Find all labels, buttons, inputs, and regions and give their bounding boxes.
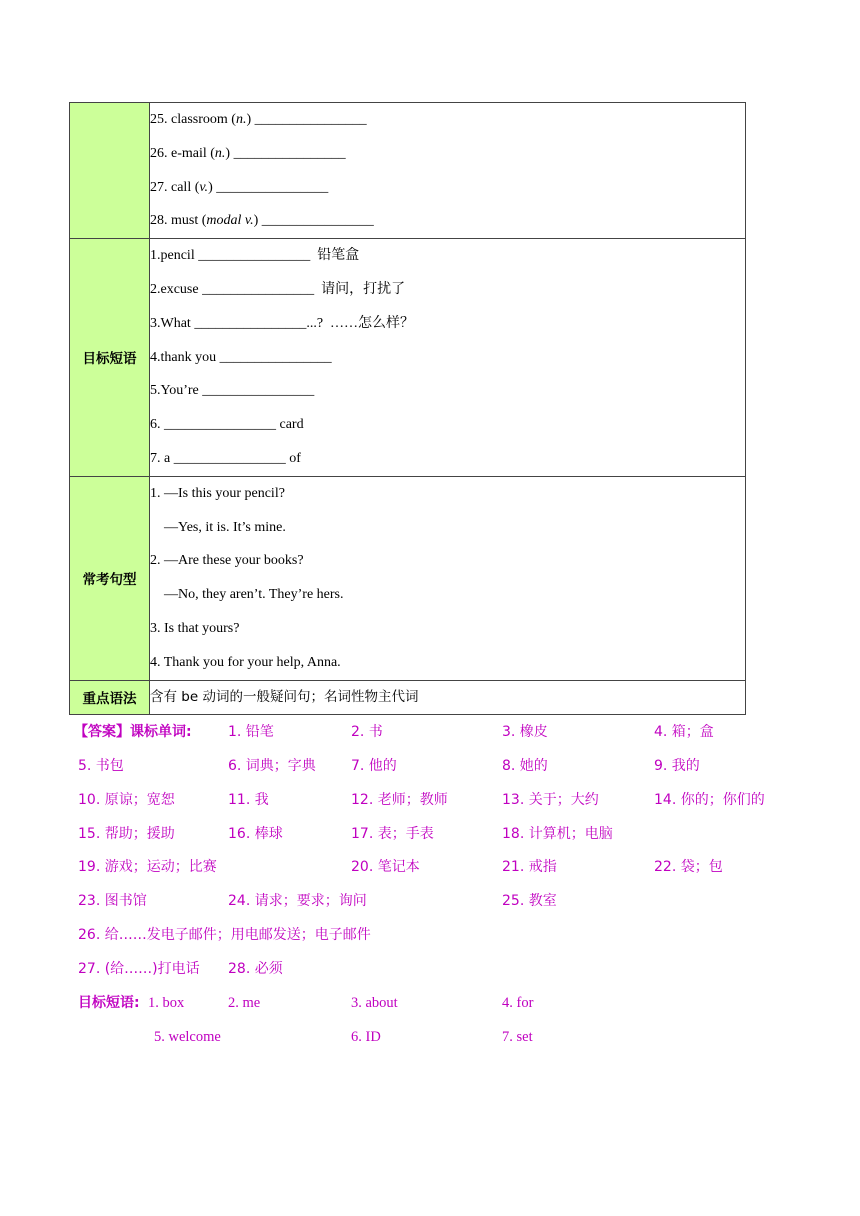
sentence-line: 1. —Is this your pencil?: [150, 485, 285, 501]
vocab-cell: [150, 103, 746, 239]
answer-item: 12. 老师；教师: [351, 792, 448, 808]
answer-item: 17. 表；手表: [351, 826, 434, 842]
answer-item: 2. me: [228, 995, 261, 1011]
phrase-line: 4.thank you ________________: [150, 349, 332, 365]
answer-item: 8. 她的: [502, 758, 548, 774]
vocab-line: 27. call (v.) ________________: [150, 179, 329, 195]
answer-item: 1. 铅笔: [228, 724, 274, 740]
table-row: [70, 103, 746, 239]
answer-item: 26. 给……发电子邮件；用电邮发送；电子邮件: [78, 927, 371, 943]
answer-item: 3. about: [351, 995, 398, 1011]
answer-item: 4. 箱；盒: [654, 724, 714, 740]
table-row: [70, 476, 746, 680]
phrase-line: 5.You’re ________________: [150, 383, 315, 399]
phrases-cell: [150, 239, 746, 477]
answer-item: 6. 词典；字典: [228, 758, 316, 774]
sentence-line: 4. Thank you for your help, Anna.: [150, 654, 341, 670]
answers-vocab-heading: 【答案】课标单词:: [74, 724, 192, 740]
answer-item: 16. 棒球: [228, 826, 283, 842]
phrase-line: 6. ________________ card: [150, 417, 304, 433]
answer-item: 5. 书包: [78, 758, 124, 774]
answer-item: 24. 请求；要求；询问: [228, 893, 367, 909]
answer-item: 7. 他的: [351, 758, 397, 774]
sentence-line: —No, they aren’t. They’re hers.: [164, 587, 344, 603]
vocab-table: [69, 102, 746, 715]
answer-item: 22. 袋；包: [654, 859, 723, 875]
answer-item: 9. 我的: [654, 758, 700, 774]
answer-item: 3. 橡皮: [502, 724, 548, 740]
sentence-line: 3. Is that yours?: [150, 620, 240, 636]
answer-item: 6. ID: [351, 1029, 381, 1045]
answer-item: 27. (给……)打电话: [78, 961, 200, 977]
vocab-line: 28. must (modal v.) ________________: [150, 213, 374, 229]
answer-item: 18. 计算机；电脑: [502, 826, 613, 842]
phrase-line: 7. a ________________ of: [150, 450, 301, 466]
answer-item: 19. 游戏；运动；比赛: [78, 859, 217, 875]
answer-item: 11. 我: [228, 792, 269, 808]
answer-item: 28. 必须: [228, 961, 283, 977]
answer-item: 23. 图书馆: [78, 893, 147, 909]
answer-item: 25. 教室: [502, 893, 557, 909]
table-row: [70, 239, 746, 477]
grammar-text: 含有 be 动词的一般疑问句；名词性物主代词: [150, 688, 419, 705]
vocab-line: 25. classroom (n.) ________________: [150, 112, 367, 127]
table-row: [70, 680, 746, 714]
answer-item: 13. 关于；大约: [502, 792, 599, 808]
answer-item: 5. welcome: [154, 1029, 221, 1045]
sentence-line: 2. —Are these your books?: [150, 553, 304, 569]
answer-item: 4. for: [502, 995, 534, 1011]
answer-item: 1. box: [148, 995, 185, 1011]
vocab-line: 26. e-mail (n.) ________________: [150, 145, 346, 161]
answer-item: 14. 你的；你们的: [654, 792, 765, 808]
grammar-cell: [150, 680, 746, 714]
answer-item: 21. 戒指: [502, 859, 557, 875]
phrase-line: 2.excuse ________________ 请问，打扰了: [150, 281, 406, 297]
answer-item: 20. 笔记本: [351, 859, 420, 875]
answer-item: 7. set: [502, 1029, 533, 1045]
answer-item: 15. 帮助；援助: [78, 826, 175, 842]
sentences-label: 常考句型: [70, 476, 150, 680]
grammar-label: 重点语法: [70, 680, 150, 714]
answer-item: 2. 书: [351, 724, 383, 740]
phrase-line: 3.What ________________...? ……怎么样？: [150, 315, 415, 331]
phrase-line: 1.pencil ________________ 铅笔盒: [150, 248, 360, 264]
answer-item: 10. 原谅；宽恕: [78, 792, 175, 808]
phrases-label: 目标短语: [70, 239, 150, 477]
answers-phrases-heading: 目标短语:: [78, 995, 140, 1011]
vocab-label-cell: [70, 103, 150, 239]
sentences-cell: [150, 476, 746, 680]
sentence-line: —Yes, it is. It’s mine.: [164, 519, 286, 535]
